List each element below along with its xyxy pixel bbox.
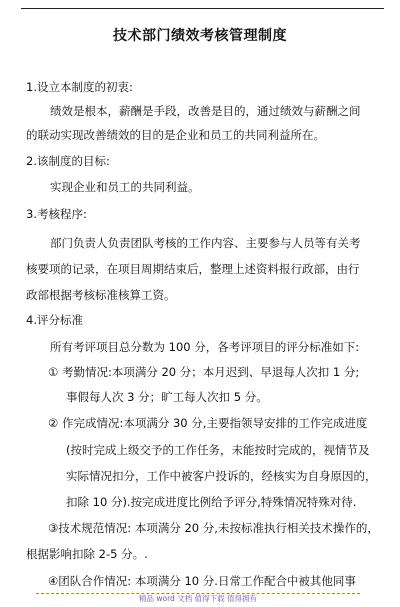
paragraph-line: 实际情况扣分，工作中被客户投诉的，经核实为自身原因的， <box>66 469 377 483</box>
paragraph-line: 政部根据考核标准核算工资。 <box>26 288 176 302</box>
top-rule <box>21 8 384 9</box>
section-heading-2: 2.该制度的目标: <box>26 154 110 168</box>
footer-banner <box>36 593 360 606</box>
list-item-work-completion: ② 作完成情况:本项满分 30 分,主要指领导安排的工作完成进度 <box>48 416 368 430</box>
paragraph-line: 根据影响扣除 2-5 分。. <box>26 547 148 561</box>
paragraph-line: 实现企业和员工的共同利益。 <box>50 180 200 194</box>
paragraph-line: (按时完成上级交予的工作任务，未能按时完成的，视情节及 <box>66 443 370 457</box>
list-item-teamwork: ④团队合作情况: 本项满分 10 分.日常工作配合中被其他同事 <box>48 574 356 588</box>
footer-text: 精品 word 文档 值得下载 值得拥有 <box>139 594 257 603</box>
list-item-technical-standards: ③技术规范情况: 本项满分 20 分,未按标准执行相关技术操作的， <box>48 521 379 535</box>
paragraph-line: 扣除 10 分).按完成进度比例给予评分,特殊情况特殊对待. <box>66 495 357 509</box>
section-heading-1: 1.设立本制度的初衷: <box>26 80 133 94</box>
paragraph-line: 部门负责人负责团队考核的工作内容、主要参与人员等有关考 <box>50 236 361 250</box>
paragraph-line: 绩效是根本，薪酬是手段，改善是目的，通过绩效与薪酬之间 <box>50 104 361 118</box>
list-item-attendance: ① 考勤情况:本项满分 20 分；本月迟到、早退每人次扣 1 分; <box>48 365 360 379</box>
page-title: 技术部门绩效考核管理制度 <box>113 28 287 44</box>
section-heading-4: 4.评分标准 <box>26 313 83 327</box>
section-heading-3: 3.考核程序: <box>26 207 87 221</box>
paragraph-line: 核要项的记录，在项目周期结束后，整理上述资料报行政部，由行 <box>26 262 360 276</box>
paragraph-line: 所有考评项目总分数为 100 分，各考评项目的评分标准如下: <box>50 340 360 354</box>
paragraph-line: 事假每人次 3 分；旷工每人次扣 5 分。 <box>66 390 268 404</box>
paragraph-line: 的联动实现改善绩效的目的是企业和员工的共同利益所在。 <box>26 128 325 142</box>
